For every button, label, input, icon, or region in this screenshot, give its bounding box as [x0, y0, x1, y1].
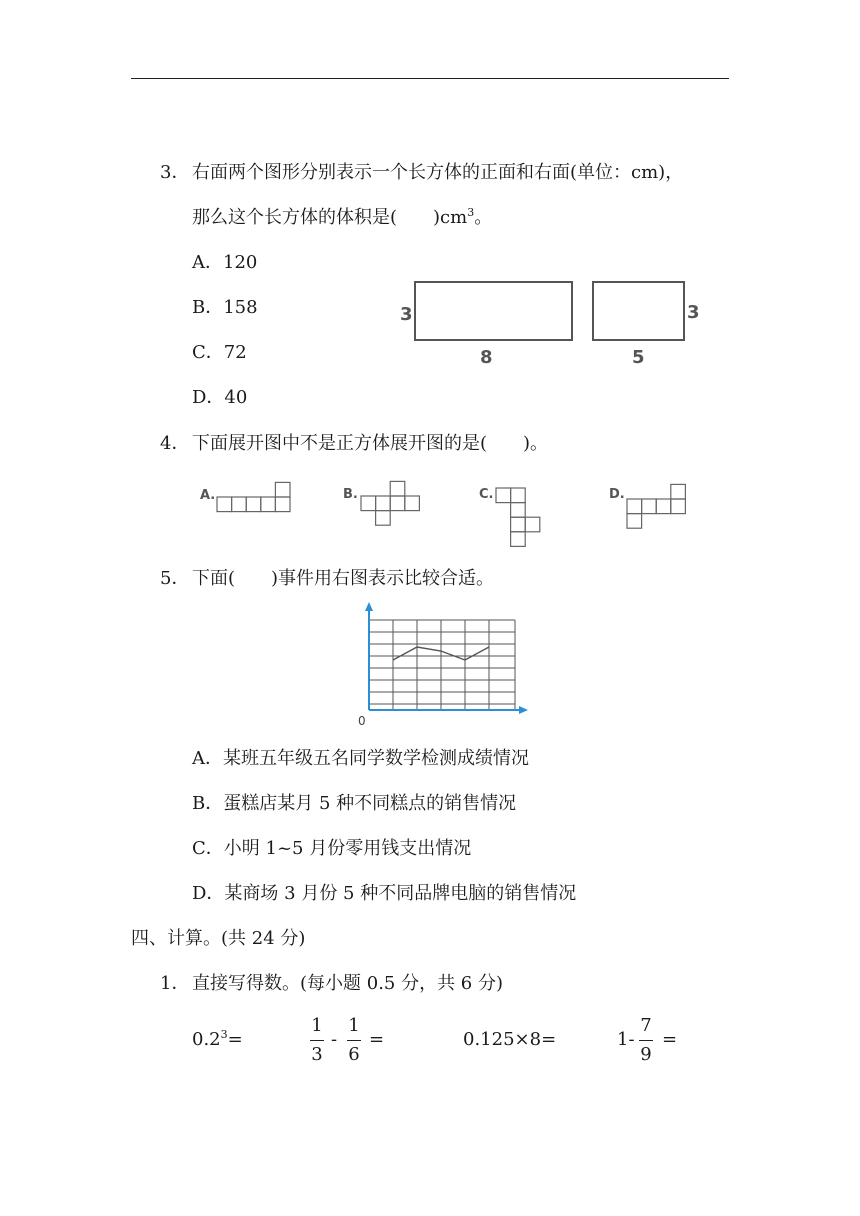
chart-origin-label: 0 [358, 714, 366, 728]
q5-line-chart [355, 600, 535, 730]
q5-text: 下面( )事件用右图表示比较合适。 [192, 568, 495, 589]
calc-expr-4-prefix: 1- [617, 1029, 635, 1050]
calc-expr-4-frac: 7 9 [640, 1015, 652, 1065]
q5-option-b[interactable]: B．蛋糕店某月 5 种不同糕点的销售情况 [192, 793, 517, 814]
header-rule [131, 78, 729, 79]
calc-expr-2-frac-1: 1 3 [311, 1015, 323, 1065]
net-d [627, 484, 685, 528]
q4-number: 4． [160, 433, 190, 454]
q3-option-a[interactable]: A．120 [192, 252, 258, 273]
q4-nets-figure [190, 475, 710, 550]
net-a-label: A. [200, 488, 216, 503]
calc-expr-3: 0.125×8= [463, 1029, 557, 1050]
net-b [361, 481, 419, 525]
calc-expr-2-equals: = [369, 1029, 385, 1050]
net-c-label: C. [479, 487, 494, 502]
side-width-label: 5 [632, 347, 645, 368]
net-a [217, 482, 290, 511]
q4-text: 下面展开图中不是正方体展开图的是( )。 [192, 433, 549, 454]
x-axis-arrow-icon [519, 706, 528, 714]
net-d-label: D. [609, 487, 625, 502]
section4-heading: 四、计算。(共 24 分) [131, 928, 306, 949]
s4-q1-number: 1． [160, 973, 190, 994]
q3-option-d[interactable]: D．40 [192, 387, 248, 408]
q3-option-b[interactable]: B．158 [192, 297, 258, 318]
q5-option-c[interactable]: C．小明 1~5 月份零用钱支出情况 [192, 838, 472, 859]
q3-number: 3． [160, 162, 190, 183]
calc-expr-1: $0.2^3=$ [192, 1028, 243, 1050]
calc-expr-2-frac-2: 1 6 [348, 1015, 360, 1065]
side-view-rect [593, 282, 684, 340]
front-height-label: 3 [400, 304, 413, 325]
q3-text-line2: 那么这个长方体的体积是( )$cm^3$。 [192, 206, 493, 228]
front-width-label: 8 [480, 347, 493, 368]
q3-text-line1: 右面两个图形分别表示一个长方体的正面和右面(单位：cm)， [192, 162, 684, 183]
calc-expr-4-equals: = [662, 1029, 678, 1050]
net-b-label: B. [343, 487, 358, 502]
q3-cuboid-views-figure [390, 272, 710, 372]
q5-option-d[interactable]: D．某商场 3 月份 5 种不同品牌电脑的销售情况 [192, 883, 577, 904]
side-height-label: 3 [687, 302, 700, 323]
calc-expr-2-operator: - [331, 1029, 338, 1050]
s4-q1-text: 直接写得数。(每小题 0.5 分，共 6 分) [192, 973, 504, 994]
q3-option-c[interactable]: C．72 [192, 342, 247, 363]
q5-option-a[interactable]: A．某班五年级五名同学数学检测成绩情况 [192, 748, 529, 769]
net-c [496, 488, 540, 546]
y-axis-arrow-icon [365, 602, 373, 611]
front-view-rect [415, 282, 572, 340]
q5-number: 5． [160, 568, 190, 589]
